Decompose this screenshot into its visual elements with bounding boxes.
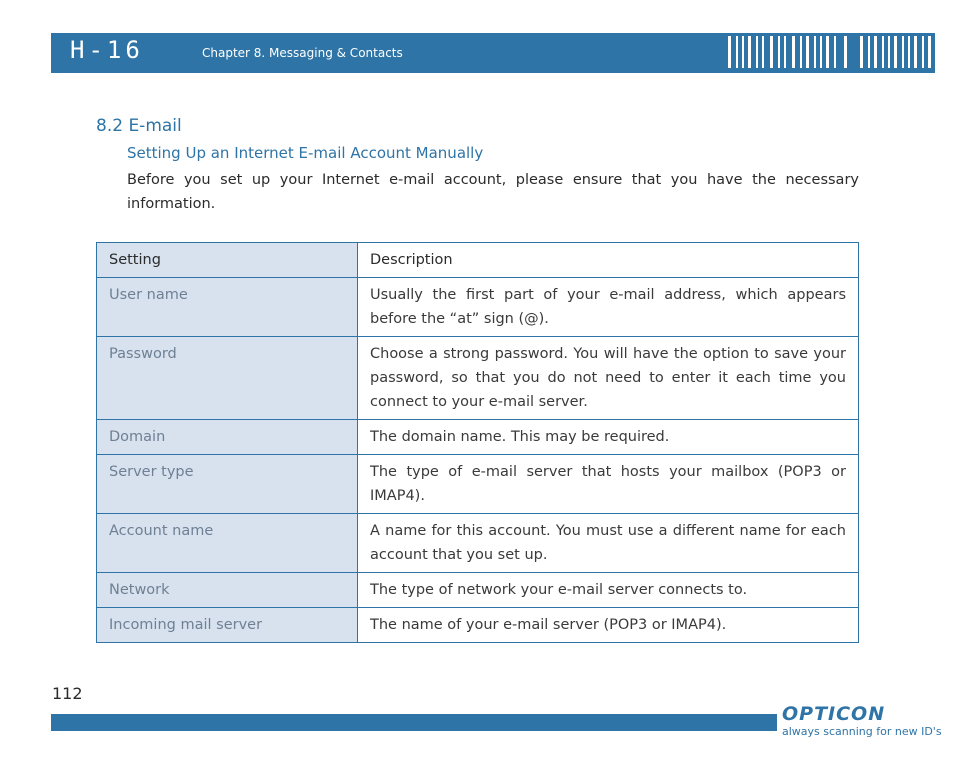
subsection-title: Setting Up an Internet E-mail Account Manually (127, 144, 484, 162)
table-row (97, 455, 859, 514)
intro-paragraph: Before you set up your Internet e-mail account, please ensure that you have the necessary information. (127, 172, 859, 212)
table-row (97, 278, 859, 337)
setting-description: The type of network your e-mail server connects to. (358, 573, 859, 608)
footer-bar (51, 714, 777, 731)
setting-description: A name for this account. You must use a different name for each account that you set up. (358, 514, 859, 573)
table-header-row (97, 243, 859, 278)
setting-description: The domain name. This may be required. (358, 420, 859, 455)
table-row (97, 420, 859, 455)
table-row (97, 337, 859, 420)
barcode-decoration (726, 36, 936, 68)
chapter-title: Chapter 8. Messaging & Contacts (202, 46, 403, 60)
section-title: 8.2 E-mail (96, 116, 182, 136)
table-row (97, 573, 859, 608)
setting-name: Network (97, 573, 358, 608)
setting-name: Password (97, 337, 358, 420)
setting-description: Choose a strong password. You will have the option to save your password, so that you do not need to enter it each time you connect to your e-mail server. (358, 337, 859, 420)
header-setting: Setting (97, 243, 358, 278)
setting-description: Usually the first part of your e-mail address, which appears before the “at” sign (@). (358, 278, 859, 337)
model-name: H-16 (70, 36, 144, 64)
table-row (97, 608, 859, 643)
setting-name: Server type (97, 455, 358, 514)
setting-name: Incoming mail server (97, 608, 358, 643)
setting-name: Account name (97, 514, 358, 573)
setting-name: Domain (97, 420, 358, 455)
footer-tagline: always scanning for new ID's (782, 725, 942, 738)
page-number: 112 (52, 684, 83, 703)
opticon-logo: OPTICON (782, 703, 886, 725)
setting-description: The name of your e-mail server (POP3 or IMAP4). (358, 608, 859, 643)
table-row (97, 514, 859, 573)
settings-table (96, 242, 859, 643)
setting-name: User name (97, 278, 358, 337)
setting-description: The type of e-mail server that hosts your mailbox (POP3 or IMAP4). (358, 455, 859, 514)
header-description: Description (358, 243, 859, 278)
